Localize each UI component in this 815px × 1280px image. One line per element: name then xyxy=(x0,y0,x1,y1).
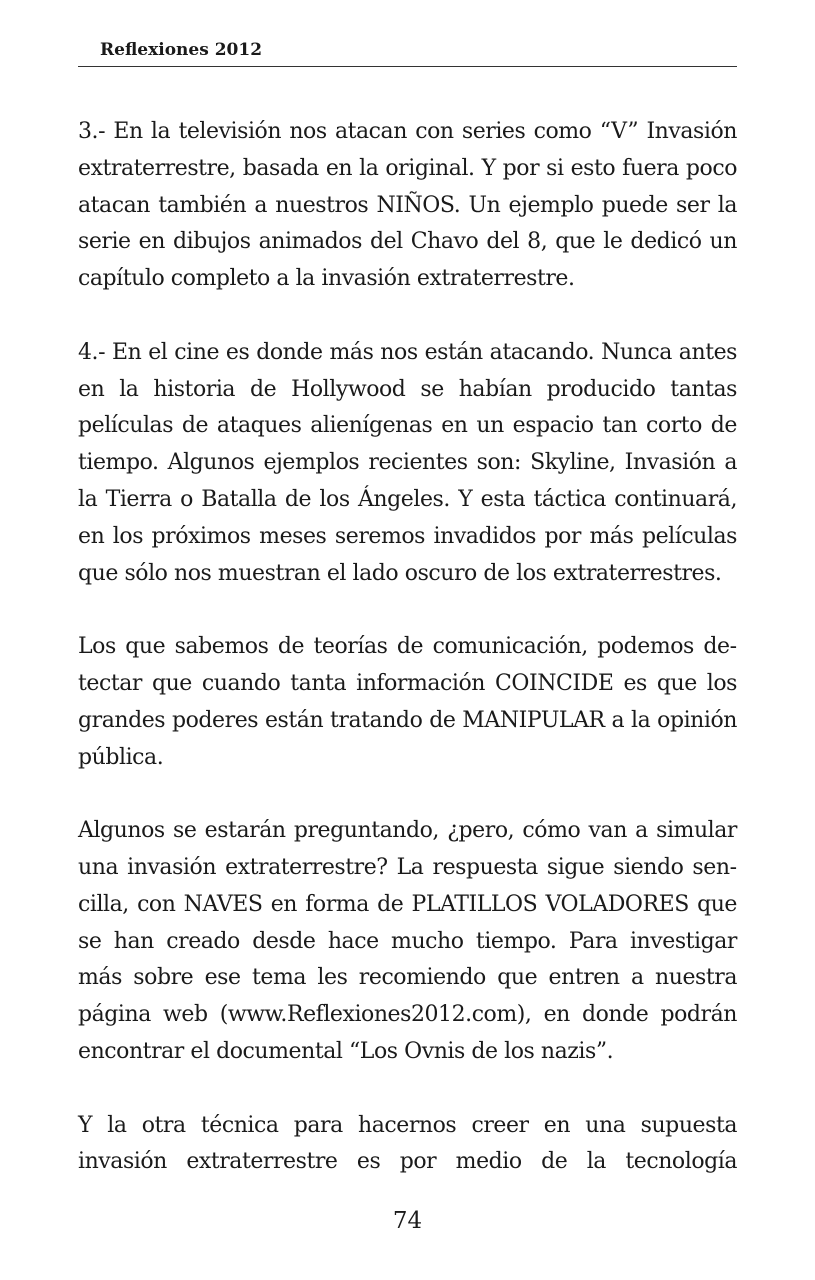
header-title: Reflexiones 2012 xyxy=(100,40,263,60)
running-header xyxy=(78,40,737,67)
page-number: 74 xyxy=(392,1208,423,1234)
paragraph-television: 3.- En la televisión nos atacan con series como “V” Invasión extraterrestre, basada en la original. Y por si esto fuera poco atacan también a nuestros NIÑOS. Un ejemplo puede ser la serie en dibujos animados del Chavo del 8, que le dedicó un capítulo completo a la invasión extraterrestre. xyxy=(78,119,737,292)
paragraph-comunicacion: Los que sabemos de teorías de comunicación, podemos detectar que cuando tanta información COINCIDE es que los grandes poderes están tratando de MANIPULAR a la opinión pública. xyxy=(78,634,737,770)
page-body xyxy=(78,114,737,1181)
paragraph-platillos: Algunos se estarán preguntando, ¿pero, cómo van a simular una invasión extraterrestre? La respuesta sigue siendo sencilla, con NAVES en forma de PLATILLOS VOLADORES que se han creado desde hace mucho tiempo. Para investigar más sobre ese tema les recomiendo que entren a nuestra página web (www.Reflexiones2012.com), en donde podrán encontrar el documental “Los Ovnis de los nazis”. xyxy=(78,818,737,1064)
paragraph-tecnologia: Y la otra técnica para hacernos creer en una supuesta invasión extraterrestre es por medio de la tecnología xyxy=(78,1112,737,1175)
paragraph-cine: 4.- En el cine es donde más nos están atacando. Nunca antes en la historia de Hollywood se habían producido tantas películas de ataques alienígenas en un espacio tan corto de tiempo. Algunos ejemplos recientes son: Skyline, Invasión a la Tierra o Batalla de los Ángeles. Y esta táctica continuará, en los próximos meses seremos invadidos por más películas que sólo nos muestran el lado oscuro de los extraterrestres. xyxy=(78,339,737,586)
